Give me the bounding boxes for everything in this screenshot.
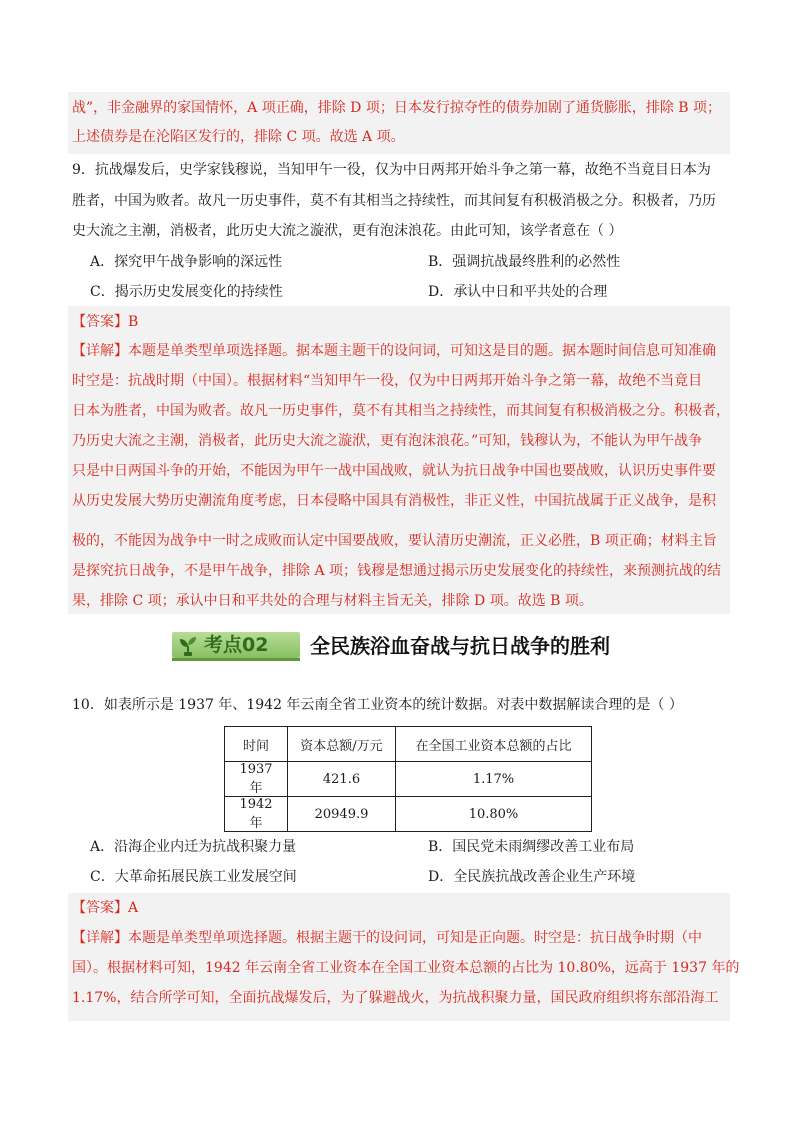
q9-option-b: B．强调抗战最终胜利的必然性 [428,254,621,270]
table-header-cell: 在全国工业资本总额的占比 [396,727,592,762]
table-cell: 1942 年 [225,797,288,832]
q9-stem-line: 胜者，中国为败者。故凡一历史事件，莫不有其相当之持续性，而其间复有积极消极之分。积极者，乃历 [72,193,716,209]
q9-stem-line: 史大流之主潮，消极者，此历史大流之漩洑，更有泡沫浪花。由此可知，该学者意在（ ） [72,223,623,239]
q9-explanation-line: 果，排除 C 项；承认中日和平共处的合理与材料主旨无关，排除 D 项。故选 B 项。 [72,593,593,609]
q9-explanation-line: 【详解】本题是单类型单项选择题。据本题主题干的设问词，可知这是目的题。据本题时间信息可知准确 [72,343,716,359]
q10-data-table [224,726,592,832]
table-row [225,762,592,797]
table-cell: 1.17% [396,762,592,797]
q9-explanation-line: 极的，不能因为战争中一时之成败而认定中国要战败，要认清历史潮流，正义必胜，B 项正确；材料主旨 [72,533,717,549]
table-cell: 421.6 [288,762,396,797]
prev-answer-line: 战”，非金融界的家国情怀，A 项正确，排除 D 项；日本发行掠夺性的债券加剧了通货膨胀，排除 B 项； [72,100,722,116]
table-cell: 20949.9 [288,797,396,832]
table-header-row [225,727,592,762]
table-cell: 10.80% [396,797,592,832]
q9-option-a: A．探究甲午战争影响的深远性 [90,254,283,270]
q10-explanation-line: 【详解】本题是单类型单项选择题。根据主题干的设问词，可知是正向题。时空是：抗日战争时期（中 [72,930,702,946]
q9-option-d: D．承认中日和平共处的合理 [428,284,608,300]
table-row [225,797,592,832]
q10-option-c: C．大革命拓展民族工业发展空间 [90,869,297,885]
q10-answer: 【答案】A [72,900,139,916]
q9-answer: 【答案】B [72,314,139,330]
table-header-cell: 时间 [225,727,288,762]
q10-option-b: B．国民党未雨绸缪改善工业布局 [428,839,635,855]
plant-icon [176,634,200,658]
q10-explanation-line: 国）。根据材料可知，1942 年云南全省工业资本在全国工业资本总额的占比为 10.80%，远高于 1937 年的 [72,960,740,976]
section-underline [172,658,300,661]
q9-explanation-line: 是探究抗日战争，不是甲午战争，排除 A 项；钱穆是想通过揭示历史发展变化的持续性，来预测抗战的结 [72,563,722,579]
q9-option-c: C．揭示历史发展变化的持续性 [90,284,283,300]
section-title: 全民族浴血奋战与抗日战争的胜利 [310,634,610,658]
q9-explanation-line: 从历史发展大势历史潮流角度考虑，日本侵略中国具有消极性，非正义性，中国抗战属于正义战争，是积 [72,493,716,509]
q9-explanation-line: 日本为胜者，中国为败者。故凡一历史事件，莫不有其相当之持续性，而其间复有积极消极之分。积极者， [72,403,730,419]
table-header-cell: 资本总额/万元 [288,727,396,762]
table-cell: 1937 年 [225,762,288,797]
q10-option-a: A．沿海企业内迁为抗战积聚力量 [90,839,297,855]
section-label: 考点02 [204,634,269,656]
q10-option-d: D．全民族抗战改善企业生产环境 [428,869,636,885]
q9-stem-line: 9．抗战爆发后，史学家钱穆说，当知甲午一役，仅为中日两邦开始斗争之第一幕，故绝不当竟目日本为 [72,162,711,178]
q9-explanation-line: 只是中日两国斗争的开始，不能因为甲午一战中国战败，就认为抗日战争中国也要战败，认识历史事件要 [72,463,716,479]
q10-explanation-line: 1.17%，结合所学可知，全面抗战爆发后，为了躲避战火，为抗战积聚力量，国民政府组织将东部沿海工 [72,990,719,1006]
prev-answer-line: 上述债券是在沦陷区发行的，排除 C 项。故选 A 项。 [72,129,405,145]
q10-stem: 10．如表所示是 1937 年、1942 年云南全省工业资本的统计数据。对表中数据解读合理的是（ ） [72,697,683,713]
q9-explanation-line: 乃历史大流之主潮，消极者，此历史大流之漩洑，更有泡沫浪花。”可知，钱穆认为，不能认为甲午战争 [72,433,703,449]
q9-explanation-line: 时空是：抗战时期（中国）。根据材料“当知甲午一役，仅为中日两邦开始斗争之第一幕，故绝不当竟目 [72,373,703,389]
